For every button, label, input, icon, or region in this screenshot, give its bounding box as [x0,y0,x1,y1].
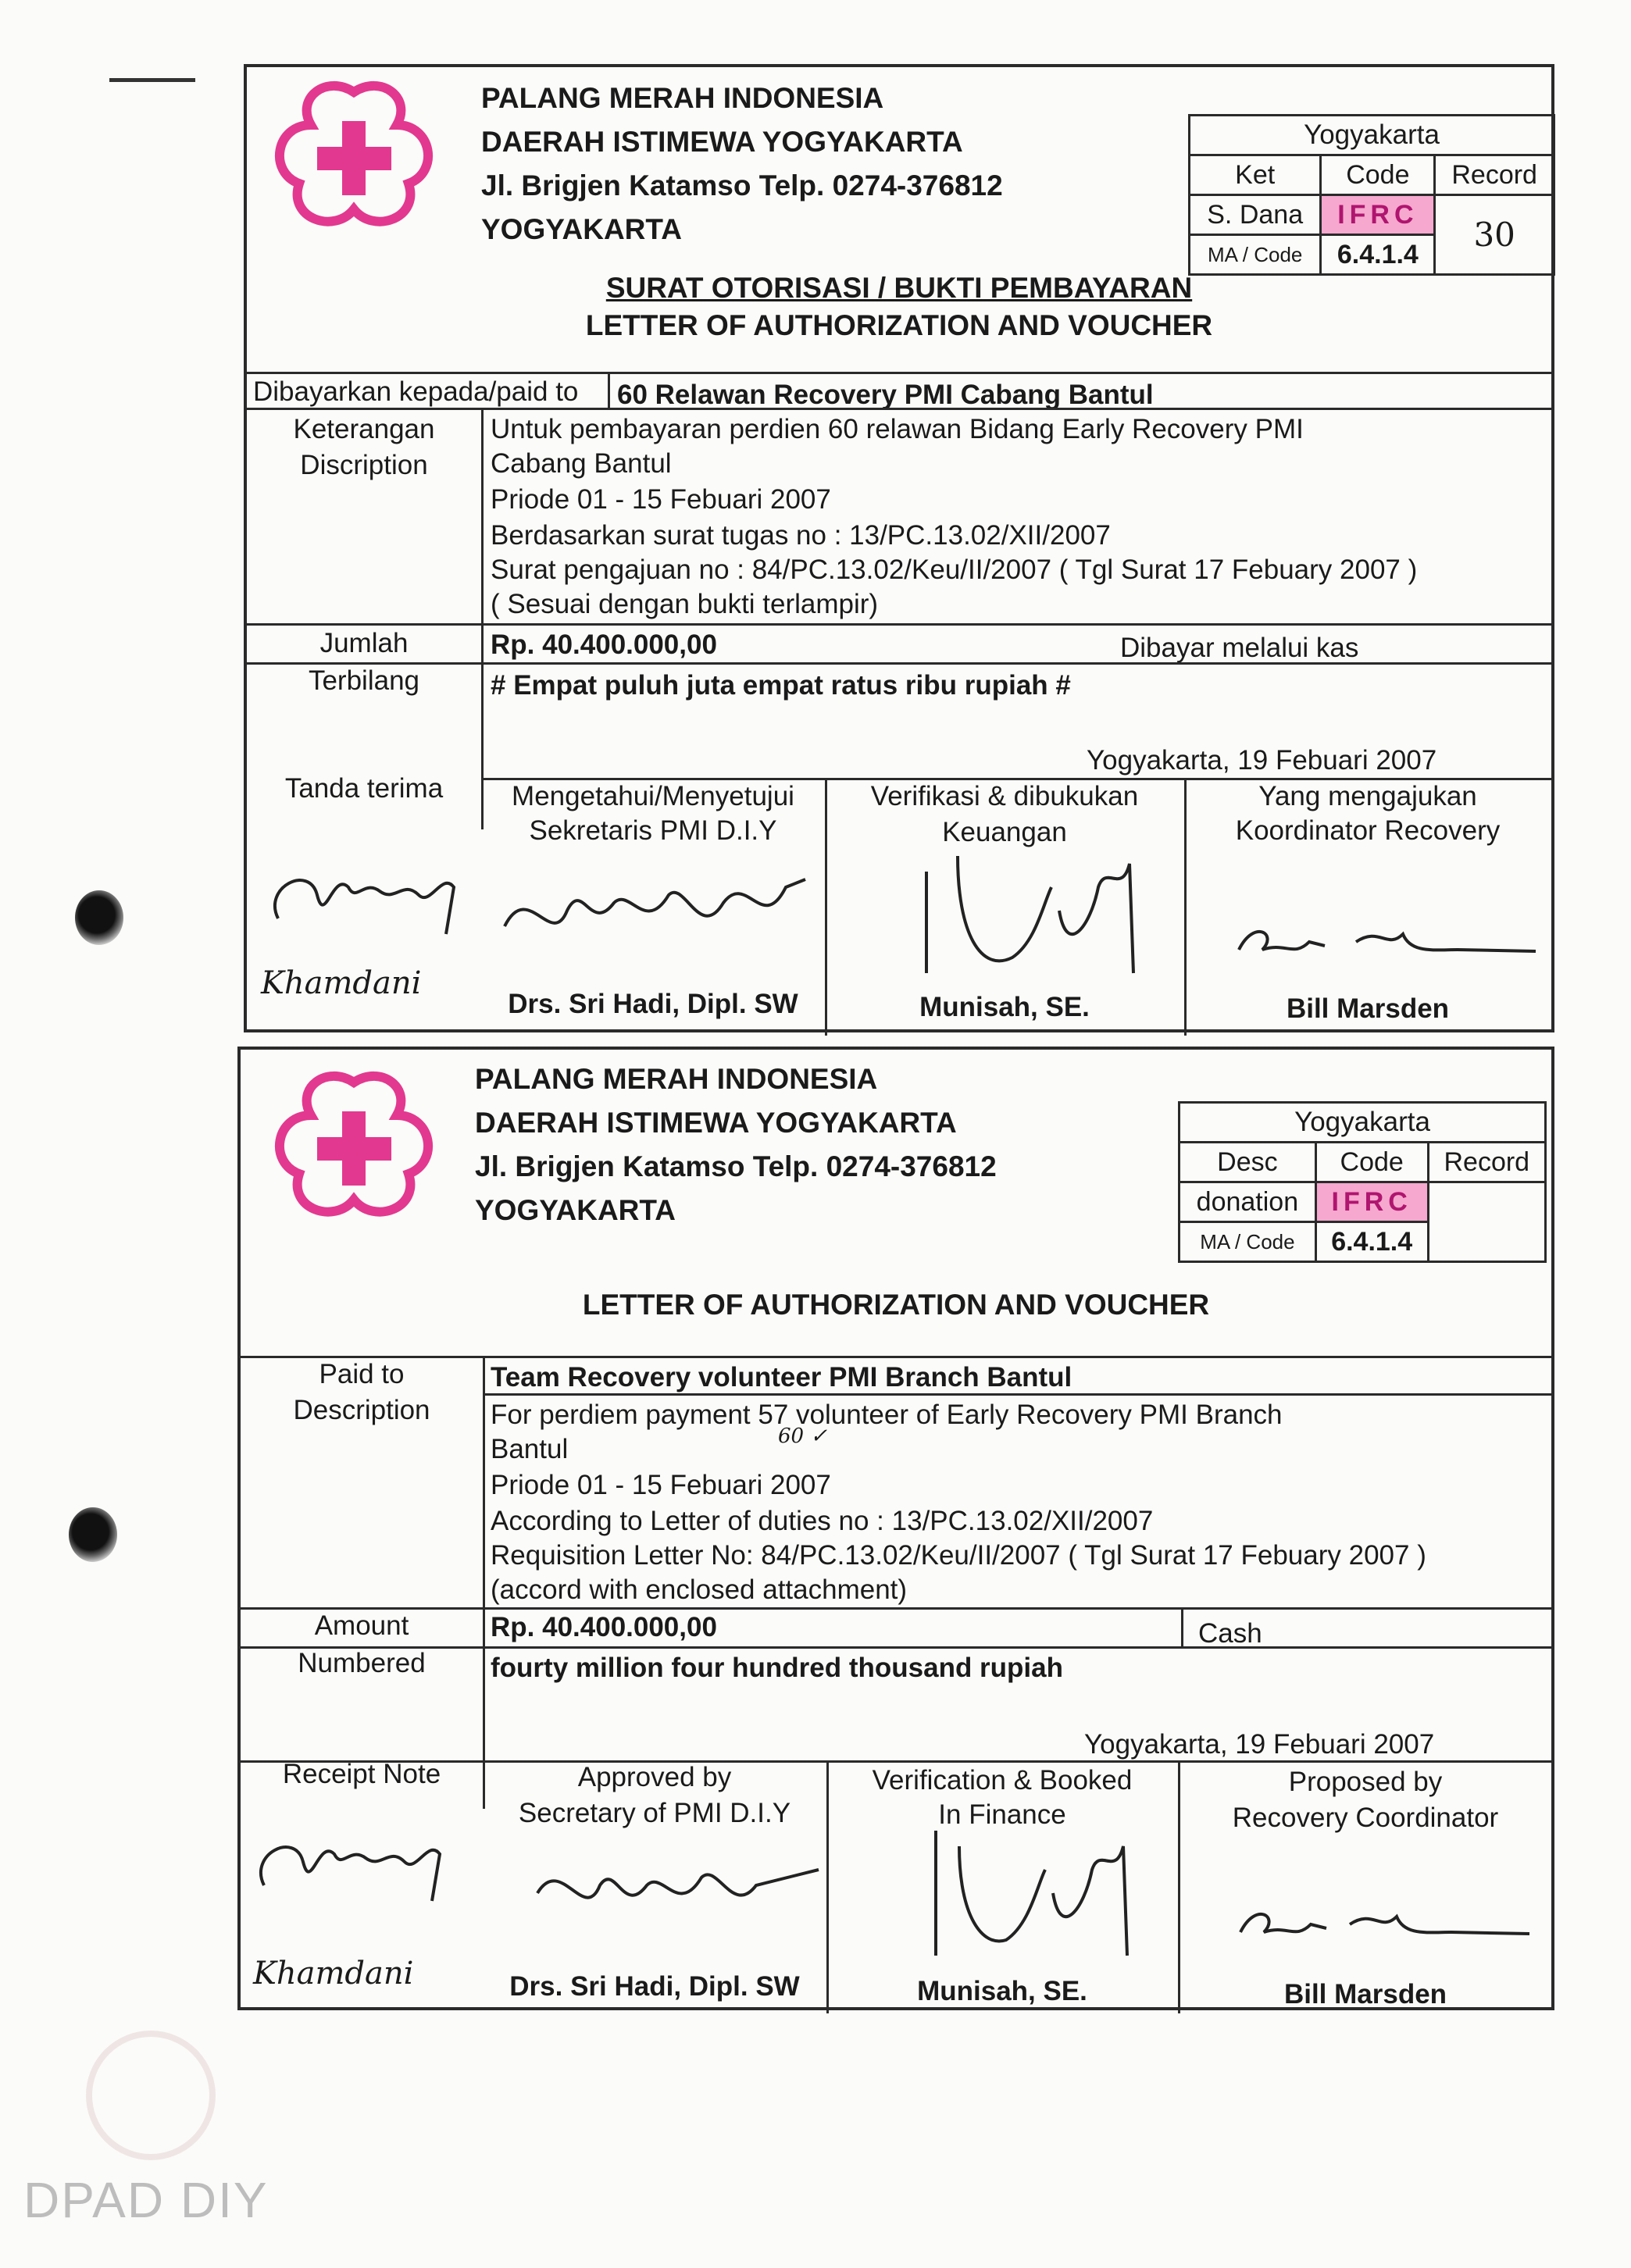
sign-approver-role: Sekretaris PMI D.I.Y [529,815,777,846]
sign-finance-role: Keuangan [942,817,1067,847]
organization-header [481,77,1003,251]
voucher-english [237,1047,1554,2010]
code-table-col-ket: Ket [1190,155,1321,195]
code-table-col-desc: Desc [1180,1143,1316,1182]
receiver-name: Khamdani [253,1956,414,1992]
amount-label: Jumlah [319,628,409,658]
org-address: Jl. Brigjen Katamso Telp. 0274-376812 [475,1150,997,1182]
code-table-region: Yogyakarta [1180,1103,1546,1143]
org-name: PALANG MERAH INDONESIA [475,1063,878,1095]
description-line: Priode 01 - 15 Febuari 2007 [491,484,831,515]
code-table [1178,1101,1547,1263]
approver-name: Drs. Sri Hadi, Dipl. SW [508,989,798,1019]
description-line: Requisition Letter No: 84/PC.13.02/Keu/II/2007 ( Tgl Surat 17 Febuary 2007 ) [491,1540,1426,1571]
code-table-record-value: 30 [1435,195,1554,275]
sign-proposer-role: Koordinator Recovery [1235,815,1501,846]
punch-hole-bottom [69,1507,117,1562]
place-date: Yogyakarta, 19 Febuari 2007 [1084,1729,1435,1760]
code-table-col-code: Code [1315,1143,1428,1182]
handwritten-correction: 60 ✓ [778,1425,828,1448]
org-name: PALANG MERAH INDONESIA [481,82,884,114]
paid-to-value: Team Recovery volunteer PMI Branch Bantul [491,1362,1072,1393]
voucher-indonesian [244,64,1554,1032]
code-table-region: Yogyakarta [1190,116,1554,155]
code-table-ma-code: 6.4.1.4 [1315,1222,1428,1262]
sign-approver-title: Approved by [577,1762,732,1792]
place-date: Yogyakarta, 19 Febuari 2007 [1087,745,1437,776]
paid-to-label: Dibayarkan kepada/paid to [253,376,579,407]
description-line: Berdasarkan surat tugas no : 13/PC.13.02/XII/2007 [491,520,1111,551]
organization-header [475,1057,997,1232]
payment-method: Cash [1198,1618,1262,1649]
finance-name: Munisah, SE. [917,1976,1087,2006]
code-table-fund-label: S. Dana [1190,195,1321,235]
description-line: ( Sesuai dengan bukti terlampir) [491,589,879,619]
punch-hole-top [75,890,123,945]
title-indonesian: SURAT OTORISASI / BUKTI PEMBAYARAN [605,272,1193,304]
sign-approver-role: Secretary of PMI D.I.Y [518,1798,791,1828]
receiver-name: Khamdani [261,965,422,1001]
paid-to-value: 60 Relawan Recovery PMI Cabang Bantul [617,380,1154,410]
signature-khamdani [248,1815,467,1909]
description-line: Surat pengajuan no : 84/PC.13.02/Keu/II/2007 ( Tgl Surat 17 Febuary 2007 ) [491,555,1418,585]
sign-approver-title: Mengetahui/Menyetujui [512,781,794,811]
amount-value: Rp. 40.400.000,00 [491,1612,717,1642]
org-city: YOGYAKARTA [475,1194,676,1226]
description-line: Priode 01 - 15 Febuari 2007 [491,1470,831,1500]
org-city: YOGYAKARTA [481,213,682,245]
proposer-name: Bill Marsden [1283,1979,1447,2009]
org-region: DAERAH ISTIMEWA YOGYAKARTA [481,126,963,158]
code-table-fund-code: IFRC [1321,195,1435,235]
description-line: Untuk pembayaran perdien 60 relawan Bidang Early Recovery PMI [491,414,1304,444]
margin-scribble [109,78,195,82]
signature-sri-hadi [497,864,817,957]
code-table-ma-code: 6.4.1.4 [1321,235,1435,275]
description-line: Bantul [491,1434,569,1464]
approver-name: Drs. Sri Hadi, Dipl. SW [509,1971,800,2002]
code-table [1188,114,1555,276]
sign-finance-role: In Finance [938,1799,1066,1830]
signature-sri-hadi [530,1846,826,1932]
description-line: For perdiem payment 57 volunteer of Early Recovery PMI Branch [491,1400,1283,1430]
code-table-col-record: Record [1435,155,1554,195]
amount-in-words: fourty million four hundred thousand rupiah [491,1653,1064,1683]
org-address: Jl. Brigjen Katamso Telp. 0274-376812 [481,169,1003,201]
code-table-col-code: Code [1321,155,1435,195]
sign-proposer-title: Proposed by [1288,1767,1443,1797]
signature-bill-marsden [1231,911,1544,973]
code-table-record-empty [1428,1182,1545,1262]
amount-value: Rp. 40.400.000,00 [491,629,717,660]
description-line: Cabang Bantul [491,448,672,479]
description-line: According to Letter of duties no : 13/PC.13.02/XII/2007 [491,1506,1154,1536]
sign-receipt-title: Receipt Note [282,1759,441,1789]
amount-in-words: # Empat puluh juta empat ratus ribu rupiah # [491,670,1071,701]
signature-khamdani [262,856,473,942]
signature-munisah [911,840,1145,981]
sign-receipt-title: Tanda terima [284,773,444,804]
red-cross-logo [264,1068,444,1225]
title-english: LETTER OF AUTHORIZATION AND VOUCHER [585,309,1213,341]
description-label-id: Keterangan [293,414,435,444]
code-table-fund-code: IFRC [1315,1182,1428,1222]
red-cross-logo [264,78,444,234]
description-label: Description [293,1395,430,1425]
title-english: LETTER OF AUTHORIZATION AND VOUCHER [582,1289,1210,1321]
payment-method: Dibayar melalui kas [1120,633,1359,663]
sign-finance-title: Verifikasi & dibukukan [870,781,1139,811]
signature-munisah [905,1815,1139,1963]
description-line: (accord with enclosed attachment) [491,1574,908,1605]
code-table-fund-label: donation [1180,1182,1316,1222]
org-region: DAERAH ISTIMEWA YOGYAKARTA [475,1107,957,1139]
sign-proposer-role: Recovery Coordinator [1232,1803,1499,1833]
amount-label: Amount [314,1610,409,1641]
description-label-en: Discription [300,450,428,480]
signature-bill-marsden [1233,1893,1537,1956]
words-label: Terbilang [308,665,420,696]
proposer-name: Bill Marsden [1286,993,1450,1024]
code-table-col-record: Record [1428,1143,1545,1182]
sign-finance-title: Verification & Booked [872,1765,1133,1796]
watermark: DPAD DIY [23,2172,269,2228]
words-label: Numbered [298,1648,426,1678]
paid-to-label: Paid to [319,1359,405,1389]
finance-name: Munisah, SE. [919,992,1090,1022]
sign-proposer-title: Yang mengajukan [1258,781,1477,811]
code-table-ma-label: MA / Code [1190,235,1321,275]
code-table-ma-label: MA / Code [1180,1222,1316,1262]
archive-seal-icon [86,2031,216,2160]
